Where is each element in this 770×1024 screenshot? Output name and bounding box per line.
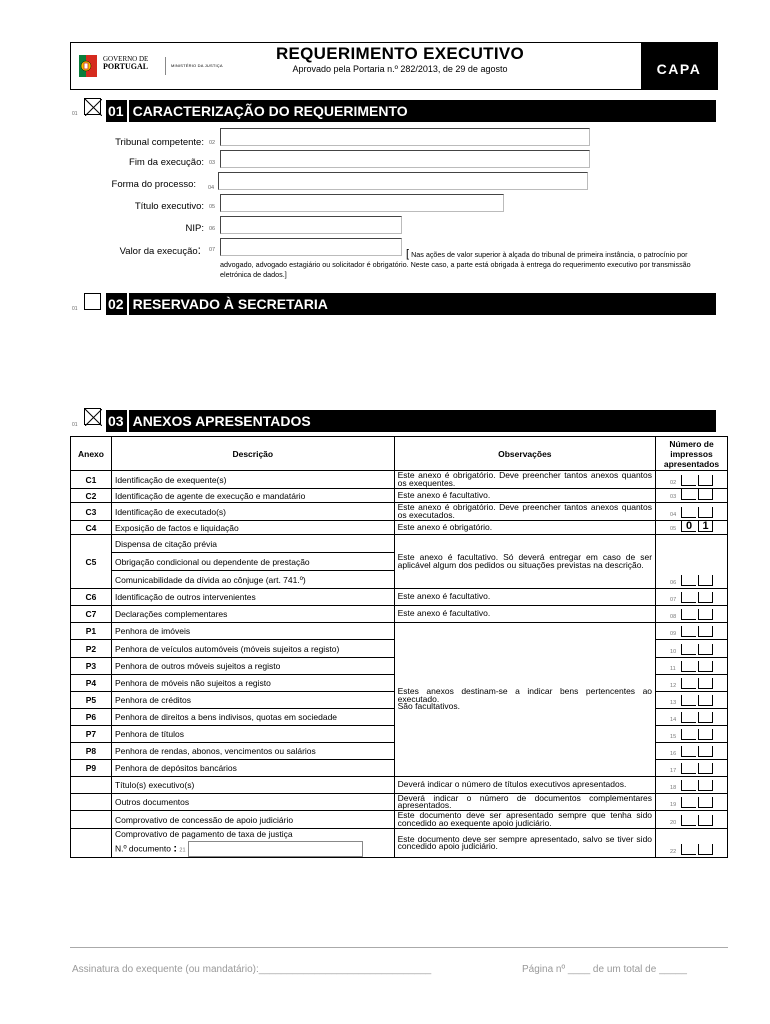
patrocinio-note: [ Nas ações de valor superior à alçada do tribunal de primeira instância, o patrocínio por advogado, advogado estagiário ou solicitador é obrigatório. Neste caso, a parte está obrigada à entrega do requerimento executivo por transmissão eletrónica de dados.] xyxy=(220,248,691,279)
impressos-count-cell[interactable] xyxy=(656,471,728,489)
count-digit-tens[interactable] xyxy=(681,780,696,791)
impressos-count-cell[interactable] xyxy=(656,709,728,726)
impressos-count-cell[interactable] xyxy=(656,726,728,743)
count-digit-tens[interactable] xyxy=(681,844,696,855)
annex-description: Penhora de direitos a bens indivisos, quotas em sociedade xyxy=(111,709,394,726)
annex-code: P2 xyxy=(71,640,112,658)
annex-description: Penhora de outros móveis sujeitos a registo xyxy=(111,658,394,675)
count-digit-tens[interactable] xyxy=(681,763,696,774)
count-digits[interactable] xyxy=(681,521,715,532)
count-digits[interactable] xyxy=(681,644,715,655)
count-digit-tens[interactable] xyxy=(681,661,696,672)
count-digit-units[interactable] xyxy=(698,644,713,655)
table-row xyxy=(71,623,728,640)
count-digit-tens[interactable] xyxy=(681,797,696,808)
annex-description: Identificação de exequente(s) xyxy=(111,471,394,489)
capa-label: CAPA xyxy=(641,43,717,89)
checkmark-x-icon xyxy=(85,409,102,426)
annex-observation: Este anexo é facultativo. xyxy=(394,489,655,503)
count-field-num: 09 xyxy=(670,631,677,637)
titulo-executivo-field[interactable] xyxy=(220,194,504,212)
count-digits[interactable] xyxy=(681,780,715,791)
signature-line: Assinatura do exequente (ou mandatário):_______________________________ xyxy=(72,964,432,975)
table-header-row xyxy=(71,437,728,471)
footer-divider xyxy=(70,947,728,948)
annex-observation: Este anexo é obrigatório. Deve preencher tantos anexos quantos os exequentes. xyxy=(394,471,655,489)
page-count-line: Página nº ____ de um total de _____ xyxy=(522,964,687,975)
annex-description xyxy=(111,829,394,858)
field-num-04: 04 xyxy=(208,185,215,191)
field-num-07: 07 xyxy=(209,247,216,253)
count-digits[interactable] xyxy=(681,729,715,740)
count-digits[interactable] xyxy=(681,678,715,689)
annex-observation: Este anexo é obrigatório. xyxy=(394,521,655,535)
field-num-06: 06 xyxy=(209,226,216,232)
section-3-code: 01 xyxy=(72,422,78,428)
count-digits[interactable] xyxy=(681,763,715,774)
count-field-num: 22 xyxy=(670,849,677,855)
count-digits[interactable] xyxy=(681,695,715,706)
forma-processo-field[interactable] xyxy=(218,172,588,190)
field-num-05: 05 xyxy=(209,204,216,210)
count-field-num: 03 xyxy=(670,494,677,500)
document-title: REQUERIMENTO EXECUTIVO xyxy=(275,44,525,63)
nip-field[interactable] xyxy=(220,216,402,234)
impressos-count-cell[interactable] xyxy=(656,521,728,535)
annex-code: P1 xyxy=(71,623,112,640)
count-digit-tens[interactable] xyxy=(681,575,696,586)
count-digit-units[interactable] xyxy=(698,712,713,723)
field-label-nip: NIP: xyxy=(185,223,204,234)
count-digit-tens[interactable] xyxy=(681,746,696,757)
annex-code xyxy=(71,811,112,829)
table-row xyxy=(71,489,728,503)
annex-description: Penhora de depósitos bancários xyxy=(111,760,394,777)
count-digit-units[interactable] xyxy=(698,763,713,774)
count-digits[interactable] xyxy=(681,489,715,500)
count-digits[interactable] xyxy=(681,609,715,620)
annex-observation: Este anexo é obrigatório. Deve preencher tantos anexos quantos os executados. xyxy=(394,503,655,521)
document-subtitle: Aprovado pela Portaria n.º 282/2013, de 29 de agosto xyxy=(292,64,508,74)
count-digit-units[interactable] xyxy=(698,575,713,586)
impressos-count-cell[interactable] xyxy=(656,675,728,692)
col-header-anexo: Anexo xyxy=(71,437,112,471)
section-3-number: 03 xyxy=(106,410,129,432)
impressos-count-cell[interactable] xyxy=(656,503,728,521)
table-row xyxy=(71,794,728,811)
checkmark-x-icon xyxy=(85,99,102,116)
annex-observation: Este documento deve ser apresentado sempre que tenha sido concedido ao exequente apoio judiciário. xyxy=(394,811,655,829)
count-digit-units[interactable] xyxy=(698,815,713,826)
table-row xyxy=(71,829,728,858)
gov-line-1: GOVERNO DE xyxy=(103,55,149,63)
field-label-valor: Valor da execução: xyxy=(119,243,201,257)
section-1-bar xyxy=(106,100,716,122)
field-label-titulo: Título executivo: xyxy=(134,201,204,212)
doc-number-label: N.º documento xyxy=(114,843,171,854)
impressos-count-cell[interactable] xyxy=(656,794,728,811)
field-label-forma: Forma do processo: xyxy=(111,179,196,190)
section-3-title: ANEXOS APRESENTADOS xyxy=(132,413,311,429)
count-digit-tens[interactable] xyxy=(681,712,696,723)
annex-description: Título(s) executivo(s) xyxy=(111,777,394,794)
count-digit-units[interactable] xyxy=(698,746,713,757)
annex-observation: Este anexo é facultativo. Só deverá entregar em caso de ser aplicável algum dos pedidos ou situações previstas na descrição. xyxy=(394,535,655,589)
section-1-checkbox[interactable] xyxy=(84,98,101,115)
count-digit-tens[interactable] xyxy=(681,507,696,518)
annex-code: C6 xyxy=(71,589,112,606)
count-digits[interactable] xyxy=(681,844,715,855)
fim-execucao-field[interactable] xyxy=(220,150,590,168)
ministry-name: MINISTÉRIO DA JUSTIÇA xyxy=(171,63,223,68)
count-digits[interactable] xyxy=(681,712,715,723)
count-digit-units[interactable] xyxy=(698,678,713,689)
impressos-count-cell[interactable] xyxy=(656,811,728,829)
count-digit-units[interactable] xyxy=(698,609,713,620)
annex-code xyxy=(71,794,112,811)
annex-code: C7 xyxy=(71,606,112,623)
count-digit-units[interactable]: 1 xyxy=(698,521,713,532)
count-digits[interactable] xyxy=(681,507,715,518)
form-header xyxy=(70,42,718,90)
section-1-number: 01 xyxy=(106,100,129,122)
count-digit-units[interactable] xyxy=(698,729,713,740)
count-digit-tens[interactable] xyxy=(681,729,696,740)
annex-description: Comunicabilidade da dívida ao cônjuge (art. 741.º) xyxy=(111,571,394,589)
field-label-tribunal: Tribunal competente: xyxy=(115,137,204,148)
annex-description-text: Comprovativo de pagamento de taxa de justiça xyxy=(114,829,293,839)
count-digit-tens[interactable] xyxy=(681,678,696,689)
impressos-count-cell[interactable] xyxy=(656,535,728,589)
annex-code: C4 xyxy=(71,521,112,535)
count-field-num: 02 xyxy=(670,480,677,486)
section-2-checkbox[interactable] xyxy=(84,293,101,310)
annex-description: Declarações complementares xyxy=(111,606,394,623)
count-field-num: 19 xyxy=(670,802,677,808)
count-field-num: 05 xyxy=(670,526,677,532)
doc-number-code: 21 xyxy=(179,847,186,854)
logo-divider xyxy=(165,57,166,75)
annex-description: Identificação de agente de execução e mandatário xyxy=(111,489,394,503)
count-field-num: 11 xyxy=(670,666,676,672)
annex-code: P8 xyxy=(71,743,112,760)
count-digit-units[interactable] xyxy=(698,489,713,500)
penhora-obs-text: Estes anexos destinam-se a indicar bens pertencentes ao executado. xyxy=(397,686,653,704)
count-field-num: 10 xyxy=(670,649,677,655)
count-field-num: 06 xyxy=(670,580,677,586)
table-row xyxy=(71,471,728,489)
annex-code: P7 xyxy=(71,726,112,743)
count-digit-units[interactable] xyxy=(698,780,713,791)
annex-observation: Este documento deve ser sempre apresentado, salvo se tiver sido concedido apoio judiciário. xyxy=(394,829,655,858)
table-row xyxy=(71,503,728,521)
table-row xyxy=(71,535,728,553)
count-digit-units[interactable] xyxy=(698,592,713,603)
count-digit-units[interactable] xyxy=(698,695,713,706)
count-field-num: 04 xyxy=(670,512,677,518)
col-header-descricao: Descrição xyxy=(111,437,394,471)
field-label-fim: Fim da execução: xyxy=(129,157,204,168)
field-num-02: 02 xyxy=(209,140,216,146)
annex-description: Penhora de móveis não sujeitos a registo xyxy=(111,675,394,692)
valor-label-text: Valor da execução xyxy=(119,246,198,257)
count-digit-tens[interactable] xyxy=(681,695,696,706)
annex-description: Obrigação condicional ou dependente de prestação xyxy=(111,553,394,571)
penhora-obs-text-2: São facultativos. xyxy=(397,701,460,712)
count-digit-tens[interactable] xyxy=(681,475,696,486)
count-field-num: 13 xyxy=(670,700,677,706)
col-header-numero: Número de impressos apresentados xyxy=(656,437,728,471)
annex-observation: Este anexo é facultativo. xyxy=(394,589,655,606)
table-row xyxy=(71,521,728,535)
count-digit-tens[interactable] xyxy=(681,815,696,826)
count-digit-tens[interactable]: 0 xyxy=(681,521,696,532)
impressos-count-cell[interactable] xyxy=(656,829,728,858)
annex-description: Identificação de executado(s) xyxy=(111,503,394,521)
government-logo xyxy=(79,53,259,81)
impressos-count-cell[interactable] xyxy=(656,589,728,606)
doc-number-line: N.º documento : 21 xyxy=(115,841,394,857)
impressos-count-cell[interactable] xyxy=(656,743,728,760)
portugal-emblem-icon xyxy=(79,55,97,77)
count-digit-units[interactable] xyxy=(698,661,713,672)
annex-description: Outros documentos xyxy=(111,794,394,811)
annex-description: Exposição de factos e liquidação xyxy=(111,521,394,535)
annex-code: C5 xyxy=(71,535,112,589)
count-digits[interactable] xyxy=(681,626,715,637)
annex-code: C1 xyxy=(71,471,112,489)
government-name xyxy=(103,56,163,70)
count-digit-tens[interactable] xyxy=(681,489,696,500)
section-3-checkbox[interactable] xyxy=(84,408,101,425)
section-2-bar xyxy=(106,293,716,315)
impressos-count-cell[interactable] xyxy=(656,640,728,658)
annex-description: Penhora de créditos xyxy=(111,692,394,709)
table-row xyxy=(71,811,728,829)
count-digits[interactable] xyxy=(681,475,715,486)
section-1-code: 01 xyxy=(72,111,78,117)
count-digits[interactable] xyxy=(681,592,715,603)
field-num-03: 03 xyxy=(209,160,216,166)
annex-code xyxy=(71,777,112,794)
gov-line-2: PORTUGAL xyxy=(103,62,149,71)
annex-description: Dispensa de citação prévia xyxy=(111,535,394,553)
table-row xyxy=(71,777,728,794)
annex-code xyxy=(71,829,112,858)
section-1-title: CARACTERIZAÇÃO DO REQUERIMENTO xyxy=(132,103,408,119)
count-field-num: 15 xyxy=(670,734,677,740)
count-field-num: 18 xyxy=(670,785,677,791)
count-digits[interactable] xyxy=(681,661,715,672)
count-digit-units[interactable] xyxy=(698,626,713,637)
count-digit-units[interactable] xyxy=(698,507,713,518)
count-digits[interactable] xyxy=(681,746,715,757)
count-field-num: 12 xyxy=(670,683,677,689)
section-2-title: RESERVADO À SECRETARIA xyxy=(132,296,328,312)
impressos-count-cell[interactable] xyxy=(656,606,728,623)
annex-observation: Deverá indicar o número de documentos complementares apresentados. xyxy=(394,794,655,811)
count-digit-units[interactable] xyxy=(698,475,713,486)
impressos-count-cell[interactable] xyxy=(656,760,728,777)
doc-number-input[interactable] xyxy=(188,841,363,857)
table-row xyxy=(71,606,728,623)
annex-code: C3 xyxy=(71,503,112,521)
count-field-num: 14 xyxy=(670,717,677,723)
count-field-num: 07 xyxy=(670,597,677,603)
count-digits[interactable] xyxy=(681,575,715,586)
count-digits[interactable] xyxy=(681,797,715,808)
annex-description: Identificação de outros intervenientes xyxy=(111,589,394,606)
table-row xyxy=(71,589,728,606)
annex-description: Comprovativo de concessão de apoio judiciário xyxy=(111,811,394,829)
annex-table xyxy=(70,436,728,858)
count-field-num: 16 xyxy=(670,751,677,757)
annex-observation: Deverá indicar o número de títulos executivos apresentados. xyxy=(394,777,655,794)
annex-observation xyxy=(394,623,655,777)
impressos-count-cell[interactable] xyxy=(656,489,728,503)
impressos-count-cell[interactable] xyxy=(656,777,728,794)
note-text: Nas ações de valor superior à alçada do tribunal de primeira instância, o patrocínio por advogado, advogado estagiário ou solicitador é obrigatório. Neste caso, a parte está obrigada à entrega do requerimento executivo por transmissão eletrónica de dados.] xyxy=(220,250,691,279)
tribunal-competente-field[interactable] xyxy=(220,128,590,146)
count-digit-tens[interactable] xyxy=(681,609,696,620)
annex-code: P4 xyxy=(71,675,112,692)
annex-code: C2 xyxy=(71,489,112,503)
impressos-count-cell[interactable] xyxy=(656,623,728,640)
annex-code: P6 xyxy=(71,709,112,726)
count-digits[interactable] xyxy=(681,815,715,826)
annex-description: Penhora de veículos automóveis (móveis sujeitos a registo) xyxy=(111,640,394,658)
count-field-num: 17 xyxy=(670,768,677,774)
annex-description: Penhora de imóveis xyxy=(111,623,394,640)
col-header-observacoes: Observações xyxy=(394,437,655,471)
section-3-bar xyxy=(106,410,716,432)
impressos-count-cell[interactable] xyxy=(656,658,728,675)
annex-description: Penhora de rendas, abonos, vencimentos ou salários xyxy=(111,743,394,760)
impressos-count-cell[interactable] xyxy=(656,692,728,709)
count-digit-tens[interactable] xyxy=(681,626,696,637)
count-digit-tens[interactable] xyxy=(681,644,696,655)
count-digit-units[interactable] xyxy=(698,844,713,855)
section-2-number: 02 xyxy=(106,293,129,315)
annex-code: P5 xyxy=(71,692,112,709)
count-digit-tens[interactable] xyxy=(681,592,696,603)
annex-observation: Este anexo é facultativo. xyxy=(394,606,655,623)
count-digit-units[interactable] xyxy=(698,797,713,808)
annex-description: Penhora de títulos xyxy=(111,726,394,743)
annex-code: P9 xyxy=(71,760,112,777)
count-field-num: 20 xyxy=(670,820,677,826)
section-2-code: 01 xyxy=(72,306,78,312)
annex-code: P3 xyxy=(71,658,112,675)
count-field-num: 08 xyxy=(670,614,677,620)
